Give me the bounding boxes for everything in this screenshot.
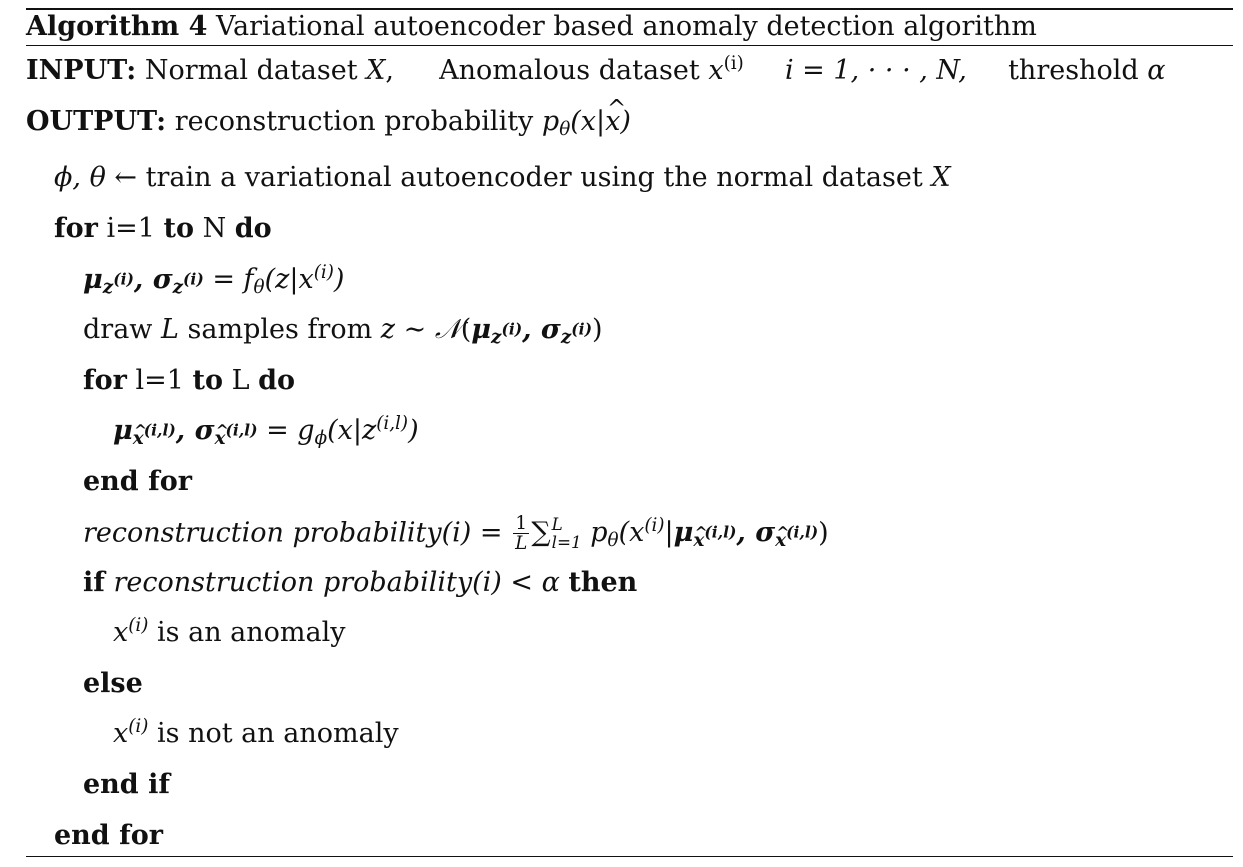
- if-keyword: if: [83, 567, 105, 598]
- train-text: train a variational autoencoder using the normal dataset: [145, 162, 923, 193]
- if-condition: reconstruction probability: [113, 567, 473, 598]
- input-label: INPUT:: [26, 55, 137, 86]
- bottom-rule: [26, 856, 1233, 857]
- step-if: if reconstruction probability(i) < α then: [83, 567, 638, 598]
- not-anomaly-text: is not an anomaly: [157, 718, 399, 749]
- then-keyword: then: [568, 567, 638, 598]
- step-decoder: $\mu_{x^{(i,l)}}$, $\sigma_{x^{(i,l)}} = g_\phi(x|z^{(i,l)})$: [113, 412, 419, 450]
- step-not-anomaly: $x^{(i)}$ is not an anomaly: [113, 715, 399, 749]
- input-threshold: threshold: [1008, 55, 1139, 86]
- recon-lhs: reconstruction probability: [83, 517, 442, 549]
- train-params: ϕ, θ: [54, 162, 106, 193]
- for-l-range: l=1: [135, 365, 184, 396]
- input-anomalous: Anomalous dataset: [439, 55, 700, 86]
- do-keyword: do: [234, 213, 272, 244]
- draw-text: draw: [83, 314, 153, 345]
- sum-symbol: ∑: [531, 517, 551, 549]
- for-keyword: for: [54, 213, 98, 244]
- input-index-range: i = 1, · · · , N,: [784, 55, 967, 86]
- step-draw: draw L samples from z ∼ $𝒩(\mu_{z^{(i)}}$, $\sigma_{z^{(i)}}$): [83, 314, 603, 349]
- output-label: OUTPUT:: [26, 106, 167, 137]
- for-l-keyword: for: [83, 365, 127, 396]
- output-line: [26, 106, 631, 141]
- to-l-keyword: to: [192, 365, 223, 396]
- input-threshold-var: α: [1147, 55, 1166, 86]
- step-recon-prob: reconstruction probability(i) = $\frac{1}{L}$ ∑ L l=1 $p_\theta(x^{(i)}|\mu_{x^{(i,l)}}$, $\sigma_{x^{(i,l)}}$): [83, 513, 829, 555]
- step-encoder: $\mu_{z^{(i)}}$, $\sigma_{z^{(i)}} = f_\theta(z|x^{(i)})$: [83, 261, 345, 299]
- output-text: reconstruction probability: [174, 106, 534, 137]
- algorithm-title: [26, 11, 1037, 43]
- step-end-if: end if: [83, 769, 170, 800]
- step-for-i: [54, 213, 272, 245]
- for-i-range: i=1: [106, 213, 155, 244]
- step-end-for-inner: end for: [83, 466, 192, 497]
- step-anomaly: $x^{(i)}$ is an anomaly: [113, 614, 346, 648]
- step-else: else: [83, 668, 143, 699]
- step-end-for-outer: end for: [54, 820, 163, 851]
- output-formula: $p_\theta(x|\^{}$ x): [542, 106, 631, 137]
- step-train: ϕ, θ ← train a variational autoencoder using the normal dataset X: [54, 162, 951, 193]
- to-keyword: to: [163, 213, 194, 244]
- algorithm-number: Algorithm 4: [26, 11, 208, 42]
- input-line: INPUT: Normal dataset X, Anomalous dataset $x^{(i)}$ i = 1, · · · , N, threshold α: [26, 52, 1166, 86]
- anomaly-text: is an anomaly: [157, 617, 346, 648]
- step-for-l: [83, 365, 295, 397]
- decoder-formula: $\mu_{x^{(i,l)}}$, $\sigma_{x^{(i,l)}}$: [113, 415, 258, 450]
- input-anom-var: x: [708, 55, 724, 86]
- encoder-formula: $\mu_{z^{(i)}}$, $\sigma_{z^{(i)}}$: [83, 264, 204, 299]
- for-i-end: N: [202, 213, 227, 244]
- draw-var: L: [161, 314, 179, 345]
- train-var: X: [931, 162, 951, 193]
- input-anom-sup: (i): [723, 52, 744, 74]
- algorithm-title-text: Variational autoencoder based anomaly detection algorithm: [216, 11, 1037, 42]
- fraction: $\frac{1}{L}$: [515, 513, 528, 555]
- top-rule: [26, 8, 1233, 10]
- title-rule: [26, 45, 1233, 46]
- input-normal-var: X: [366, 55, 386, 86]
- for-l-end: L: [231, 365, 250, 396]
- do-l-keyword: do: [258, 365, 295, 396]
- input-normal: Normal dataset: [144, 55, 358, 86]
- draw-rest: samples from: [187, 314, 373, 345]
